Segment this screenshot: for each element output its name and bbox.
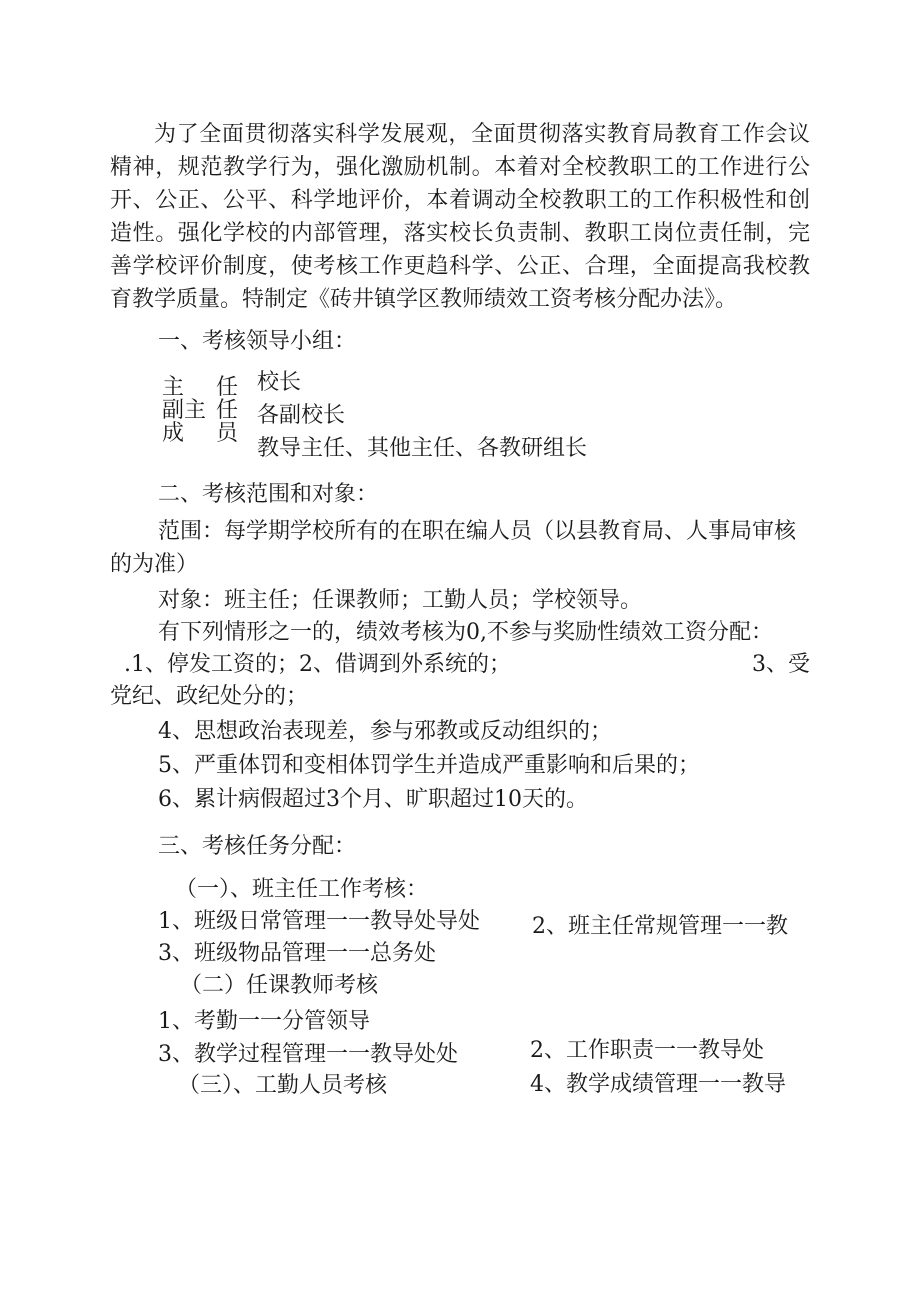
case-line-b: 3、受 (752, 652, 810, 677)
scope-line2: 的为准） (110, 552, 199, 577)
label-fuzhuren-chars: 副主 (162, 398, 207, 423)
section1-title: 一、考核领导小组： (158, 329, 357, 354)
zhuren-value: 校长 (257, 370, 302, 395)
sub2-title: （二）任课教师考核 (180, 973, 379, 998)
sub2-item2: 2、工作职责一一教导处 (530, 1038, 764, 1063)
scope-line1: 范围：每学期学校所有的在职在编人员（以县教育局、人事局审核 (158, 519, 797, 544)
section2-title: 二、考核范围和对象： (158, 482, 379, 507)
label-zhuren-char1: 主 (162, 375, 185, 400)
sub2-item1: 1、考勤一一分管领导 (158, 1009, 370, 1034)
sub1-item3: 3、班级物品管理一一总务处 (158, 941, 436, 966)
case-line-a: .1、停发工资的；2、借调到外系统的； (124, 652, 511, 677)
fuzhuren-value: 各副校长 (257, 403, 346, 428)
section3-title: 三、考核任务分配： (158, 834, 357, 859)
sub1-title: （一）、班主任工作考核： (175, 877, 429, 902)
label-chengyuan-char2: 员 (216, 421, 239, 446)
sub3-title: （三）、工勤人员考核 (178, 1073, 388, 1098)
label-zhuren-char2: 任 (216, 375, 239, 400)
objects-line: 对象：班主任；任课教师；工勤人员；学校领导。 (158, 588, 643, 613)
chengyuan-value: 教导主任、其他主任、各教研组长 (257, 436, 588, 461)
case5-line: 5、严重体罚和变相体罚学生并造成严重影响和后果的； (158, 753, 700, 778)
label-fuzhuren-char3: 任 (216, 398, 239, 423)
case6-line: 6、累计病假超过3个月、旷职超过10天的。 (158, 787, 588, 812)
case-line-c: 党纪、政纪处分的； (110, 684, 309, 709)
intro-paragraph: 为了全面贯彻落实科学发展观，全面贯彻落实教育局教育工作会议精神，规范教学行为，强化激励机制。本着对全校教职工的工作进行公开、公正、公平、科学地评价，本着调动全校教职工的工作积极性和创造性。强化学校的内部管理，落实校长负责制、教职工岗位责任制，完善学校评价制度，使考核工作更趋科学、公正、合理，全面提高我校教育教学质量。特制定《砖井镇学区教师绩效工资考核分配办法》。 (110, 122, 810, 312)
sub1-item2: 2、班主任常规管理一一教 (532, 914, 788, 939)
zero-intro-line: 有下列情形之一的，绩效考核为0,不参与奖励性绩效工资分配： (158, 620, 773, 645)
case4-line: 4、思想政治表现差，参与邪教或反动组织的； (158, 719, 612, 744)
sub2-item3: 3、教学过程管理一一教导处处 (158, 1042, 458, 1067)
sub1-item1: 1、班级日常管理一一教导处导处 (158, 909, 480, 934)
sub2-item4: 4、教学成绩管理一一教导 (530, 1072, 786, 1097)
label-chengyuan-char1: 成 (162, 421, 185, 446)
